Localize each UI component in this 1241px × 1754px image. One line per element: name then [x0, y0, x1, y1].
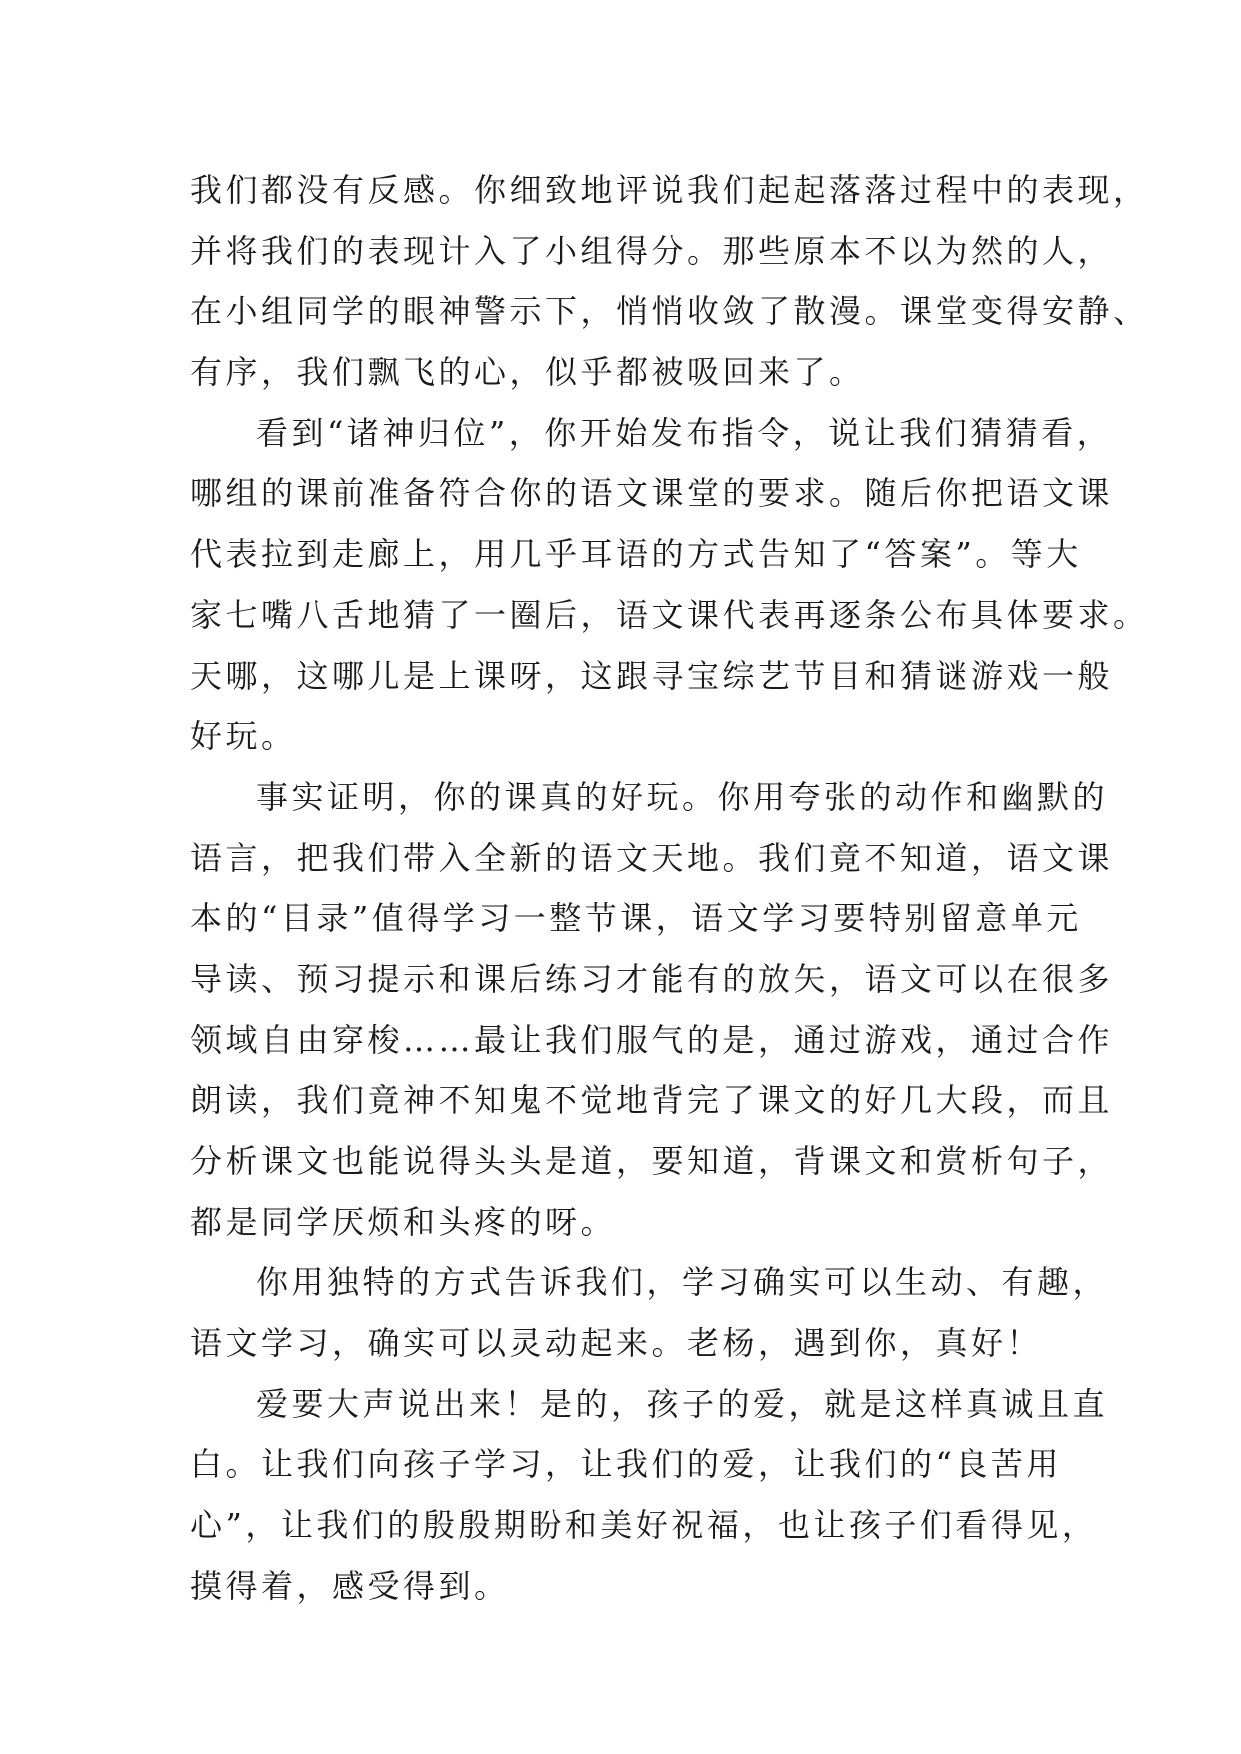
text-line: 家七嘴八舌地猜了一圈后，语文课代表再逐条公布具体要求。	[190, 595, 1149, 634]
text-line: 我们都没有反感。你细致地评说我们起起落落过程中的表现，	[190, 171, 1149, 209]
text-line: 分析课文也能说得头头是道，要知道，背课文和赏析句子，	[190, 1142, 1114, 1180]
text-line: 代表拉到走廊上，用几乎耳语的方式告知了“答案”。等大	[190, 535, 1082, 574]
text-line: 都是同学厌烦和头疼的呀。	[190, 1202, 617, 1241]
text-line: 哪组的课前准备符合你的语文课堂的要求。随后你把语文课	[190, 474, 1114, 513]
paragraph-5	[190, 1374, 1109, 1617]
paragraph-1	[190, 160, 1149, 403]
paragraph-3	[190, 767, 1114, 1253]
text-line: 并将我们的表现计入了小组得分。那些原本不以为然的人，	[190, 231, 1114, 270]
text-line: 爱要大声说出来！是的，孩子的爱，就是这样真诚且直	[256, 1384, 1109, 1423]
text-line: 朗读，我们竟神不知鬼不觉地背完了课文的好几大段，而且	[190, 1081, 1114, 1120]
text-line: 摸得着，感受得到。	[190, 1566, 510, 1605]
text-line: 看到“诸神归位”，你开始发布指令，说让我们猜猜看，	[256, 413, 1113, 452]
text-line: 语言，把我们带入全新的语文天地。我们竟不知道，语文课	[190, 838, 1114, 877]
text-line: 领域自由穿梭……最让我们服气的是，通过游戏，通过合作	[190, 1020, 1114, 1059]
text-line: 心”，让我们的殷殷期盼和美好祝福，也让孩子们看得见，	[190, 1506, 1098, 1545]
text-line: 天哪，这哪儿是上课呀，这跟寻宝综艺节目和猜谜游戏一般	[190, 656, 1114, 695]
paragraph-4	[190, 1252, 1109, 1373]
text-line: 语文学习，确实可以灵动起来。老杨，遇到你，真好！	[190, 1324, 1043, 1363]
text-line: 本的“目录”值得学习一整节课，语文学习要特别留意单元	[190, 899, 1082, 938]
text-line: 导读、预习提示和课后练习才能有的放矢，语文可以在很多	[190, 959, 1114, 998]
text-line: 好玩。	[190, 717, 297, 756]
text-line: 你用独特的方式告诉我们，学习确实可以生动、有趣，	[256, 1263, 1109, 1302]
document-body	[190, 160, 1149, 1617]
paragraph-2	[190, 403, 1149, 767]
text-line: 事实证明，你的课真的好玩。你用夸张的动作和幽默的	[256, 777, 1109, 816]
text-line: 有序，我们飘飞的心，似乎都被吸回来了。	[190, 353, 865, 392]
text-line: 白。让我们向孩子学习，让我们的爱，让我们的“良苦用	[190, 1445, 1062, 1484]
text-line: 在小组同学的眼神警示下，悄悄收敛了散漫。课堂变得安静、	[190, 292, 1149, 331]
